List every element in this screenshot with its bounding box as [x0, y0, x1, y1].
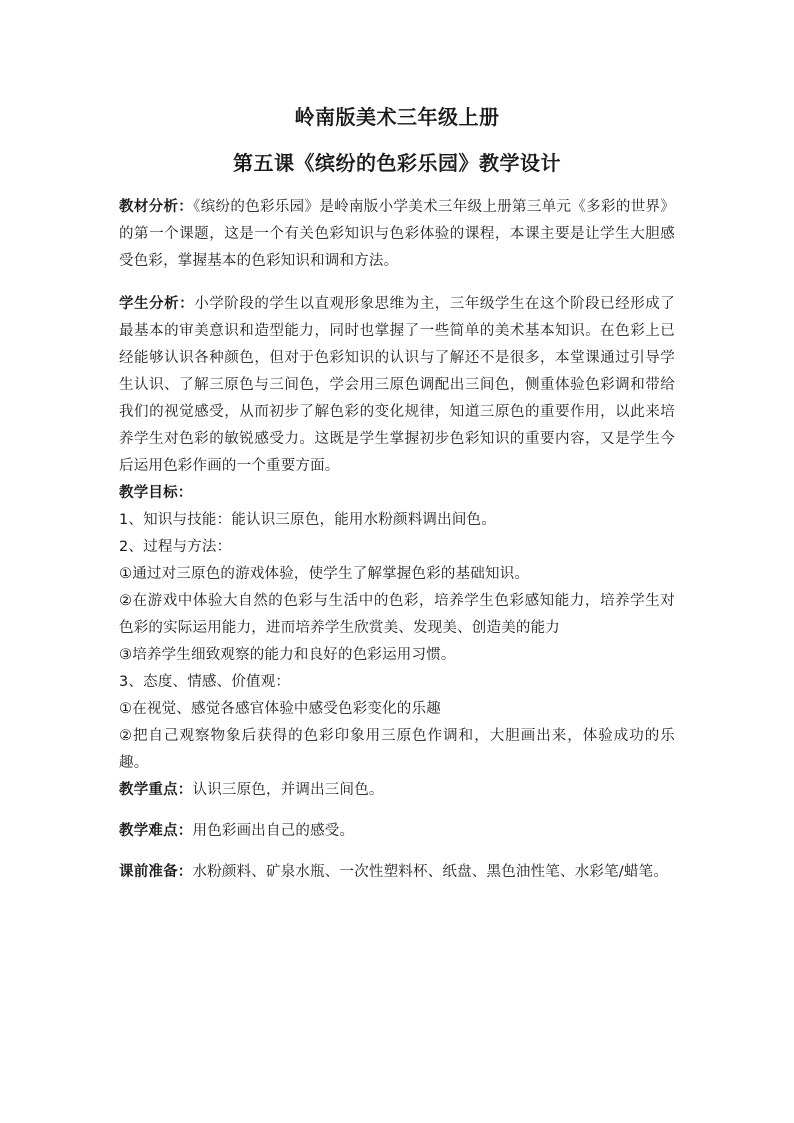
objective-item: 1、知识与技能：能认识三原色，能用水粉颜料调出间色。 — [119, 512, 496, 528]
objectives-heading: 教学目标： — [119, 485, 193, 501]
preparation-paragraph — [119, 859, 675, 886]
objective-item: ①通过对三原色的游戏体验，使学生了解掌握色彩的基础知识。 — [119, 566, 530, 582]
objective-item: 3、态度、情感、价值观： — [119, 674, 291, 690]
student-analysis-label: 学生分析： — [119, 296, 195, 312]
difficulties-label: 教学难点： — [119, 823, 193, 839]
student-analysis-paragraph — [119, 291, 675, 480]
objective-item: ②把自己观察物象后获得的色彩印象用三原色作调和，大胆画出来，体验成功的乐趣。 — [119, 728, 675, 771]
objective-item: ③培养学生细致观察的能力和良好的色彩运用习惯。 — [119, 647, 456, 663]
document-content — [119, 100, 675, 886]
key-points-label: 教学重点： — [119, 782, 193, 798]
objective-item: 2、过程与方法： — [119, 539, 232, 555]
student-analysis-text: 小学阶段的学生以直观形象思维为主，三年级学生在这个阶段已经形成了最基本的审美意识和造型能力，同时也掌握了一些简单的美术基本知识。在色彩上已经能够认识各种颜色，但对于色彩知识的认识与了解还不是很多，本堂课通过引导学生认识、了解三原色与三间色，学会用三原色调配出三间色，侧重体验色彩调和带给我们的视觉感受，从而初步了解色彩的变化规律，知道三原色的重要作用，以此来培养学生对色彩的敏锐感受力。这既是学生掌握初步色彩知识的重要内容，又是学生今后运用色彩作画的一个重要方面。 — [119, 296, 675, 474]
document-title: 岭南版美术三年级上册 — [294, 105, 500, 129]
objective-item: ②在游戏中体验大自然的色彩与生活中的色彩，培养学生色彩感知能力，培养学生对色彩的实际运用能力，进而培养学生欣赏美、发现美、创造美的能力 — [119, 593, 675, 636]
objective-item: ①在视觉、感觉各感官体验中感受色彩变化的乐趣 — [119, 701, 441, 717]
difficulties-text: 用色彩画出自己的感受。 — [192, 823, 355, 839]
material-analysis-text: 《缤纷的色彩乐园》是岭南版小学美术三年级上册第三单元《多彩的世界》的第一个课题，这是一个有关色彩知识与色彩体验的课程，本课主要是让学生大胆感受色彩，掌握基本的色彩知识和调和方法。 — [119, 199, 676, 269]
material-analysis-paragraph — [119, 194, 675, 275]
preparation-text: 水粉颜料、矿泉水瓶、一次性塑料杯、纸盘、黑色油性笔、水彩笔/蜡笔。 — [192, 864, 668, 880]
key-points-paragraph — [119, 777, 675, 804]
difficulties-paragraph — [119, 818, 675, 845]
material-analysis-label: 教材分析： — [119, 199, 194, 215]
preparation-label: 课前准备： — [119, 864, 193, 880]
key-points-text: 认识三原色，并调出三间色。 — [192, 782, 384, 798]
document-subtitle: 第五课《缤纷的色彩乐园》教学设计 — [233, 151, 561, 175]
